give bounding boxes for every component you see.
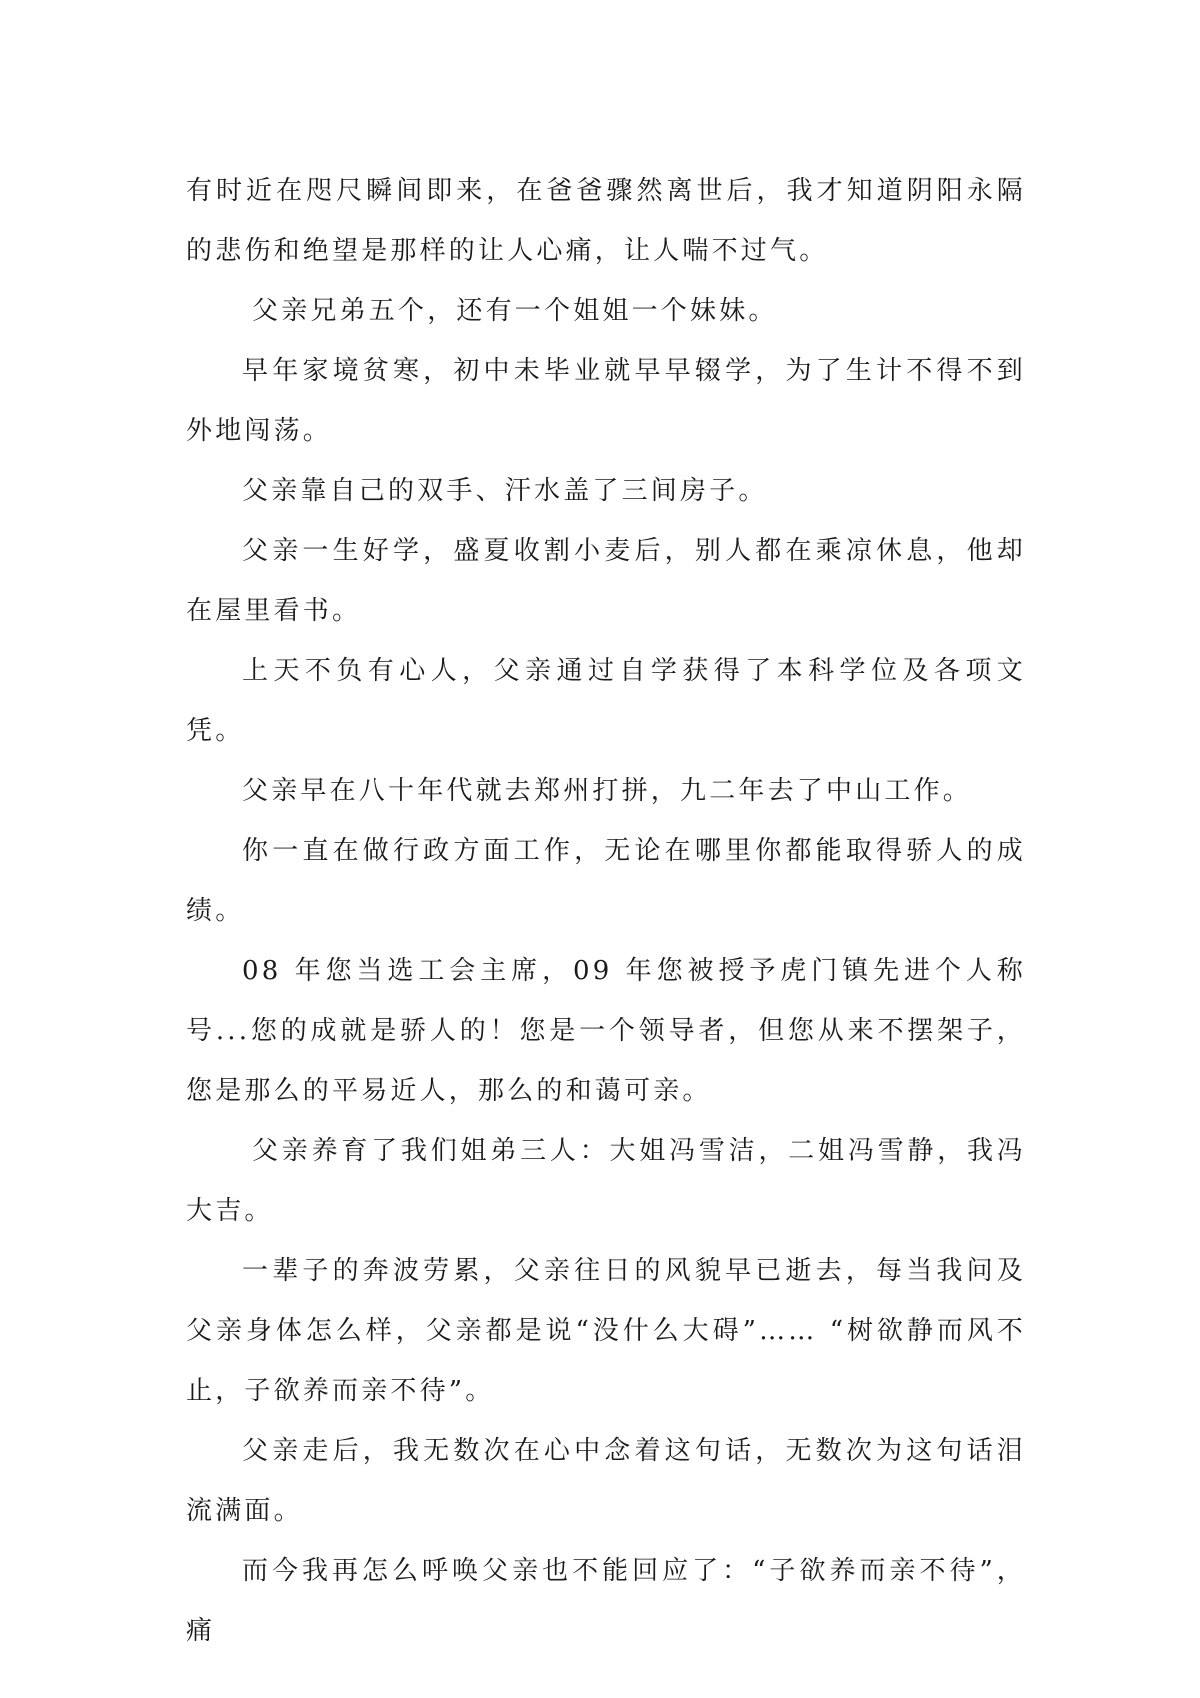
paragraph-13: 而今我再怎么呼唤父亲也不能回应了：“子欲养而亲不待”，痛 xyxy=(186,1556,1026,1646)
paragraph-1: 有时近在咫尺瞬间即来，在爸爸骤然离世后，我才知道阴阳永隔的悲伤和绝望是那样的让人心痛，让人喘不过气。 xyxy=(186,176,1026,266)
paragraph-12: 父亲走后，我无数次在心中念着这句话，无数次为这句话泪流满面。 xyxy=(186,1436,1026,1526)
paragraph-6: 上天不负有心人，父亲通过自学获得了本科学位及各项文凭。 xyxy=(186,656,1026,746)
paragraph-11: 一辈子的奔波劳累，父亲往日的风貌早已逝去，每当我问及父亲身体怎么样，父亲都是说“没什么大碍”…… “树欲静而风不止，子欲养而亲不待”。 xyxy=(186,1256,1026,1406)
paragraph-4: 父亲靠自己的双手、汗水盖了三间房子。 xyxy=(242,476,768,506)
paragraph-9: 08 年您当选工会主席，09 年您被授予虎门镇先进个人称号...您的成就是骄人的！您是一个领导者，但您从来不摆架子，您是那么的平易近人，那么的和蔼可亲。 xyxy=(186,956,1026,1106)
paragraph-8: 你一直在做行政方面工作，无论在哪里你都能取得骄人的成绩。 xyxy=(186,836,1026,926)
paragraph-10: 父亲养育了我们姐弟三人：大姐冯雪洁，二姐冯雪静，我冯大吉。 xyxy=(186,1136,1026,1226)
paragraph-3: 早年家境贫寒，初中未毕业就早早辍学，为了生计不得不到外地闯荡。 xyxy=(186,356,1026,446)
document-body xyxy=(186,161,1026,1661)
paragraph-5: 父亲一生好学，盛夏收割小麦后，别人都在乘凉休息，他却在屋里看书。 xyxy=(186,536,1026,626)
paragraph-7: 父亲早在八十年代就去郑州打拼，九二年去了中山工作。 xyxy=(242,776,973,806)
paragraph-2: 父亲兄弟五个，还有一个姐姐一个妹妹。 xyxy=(252,296,778,326)
